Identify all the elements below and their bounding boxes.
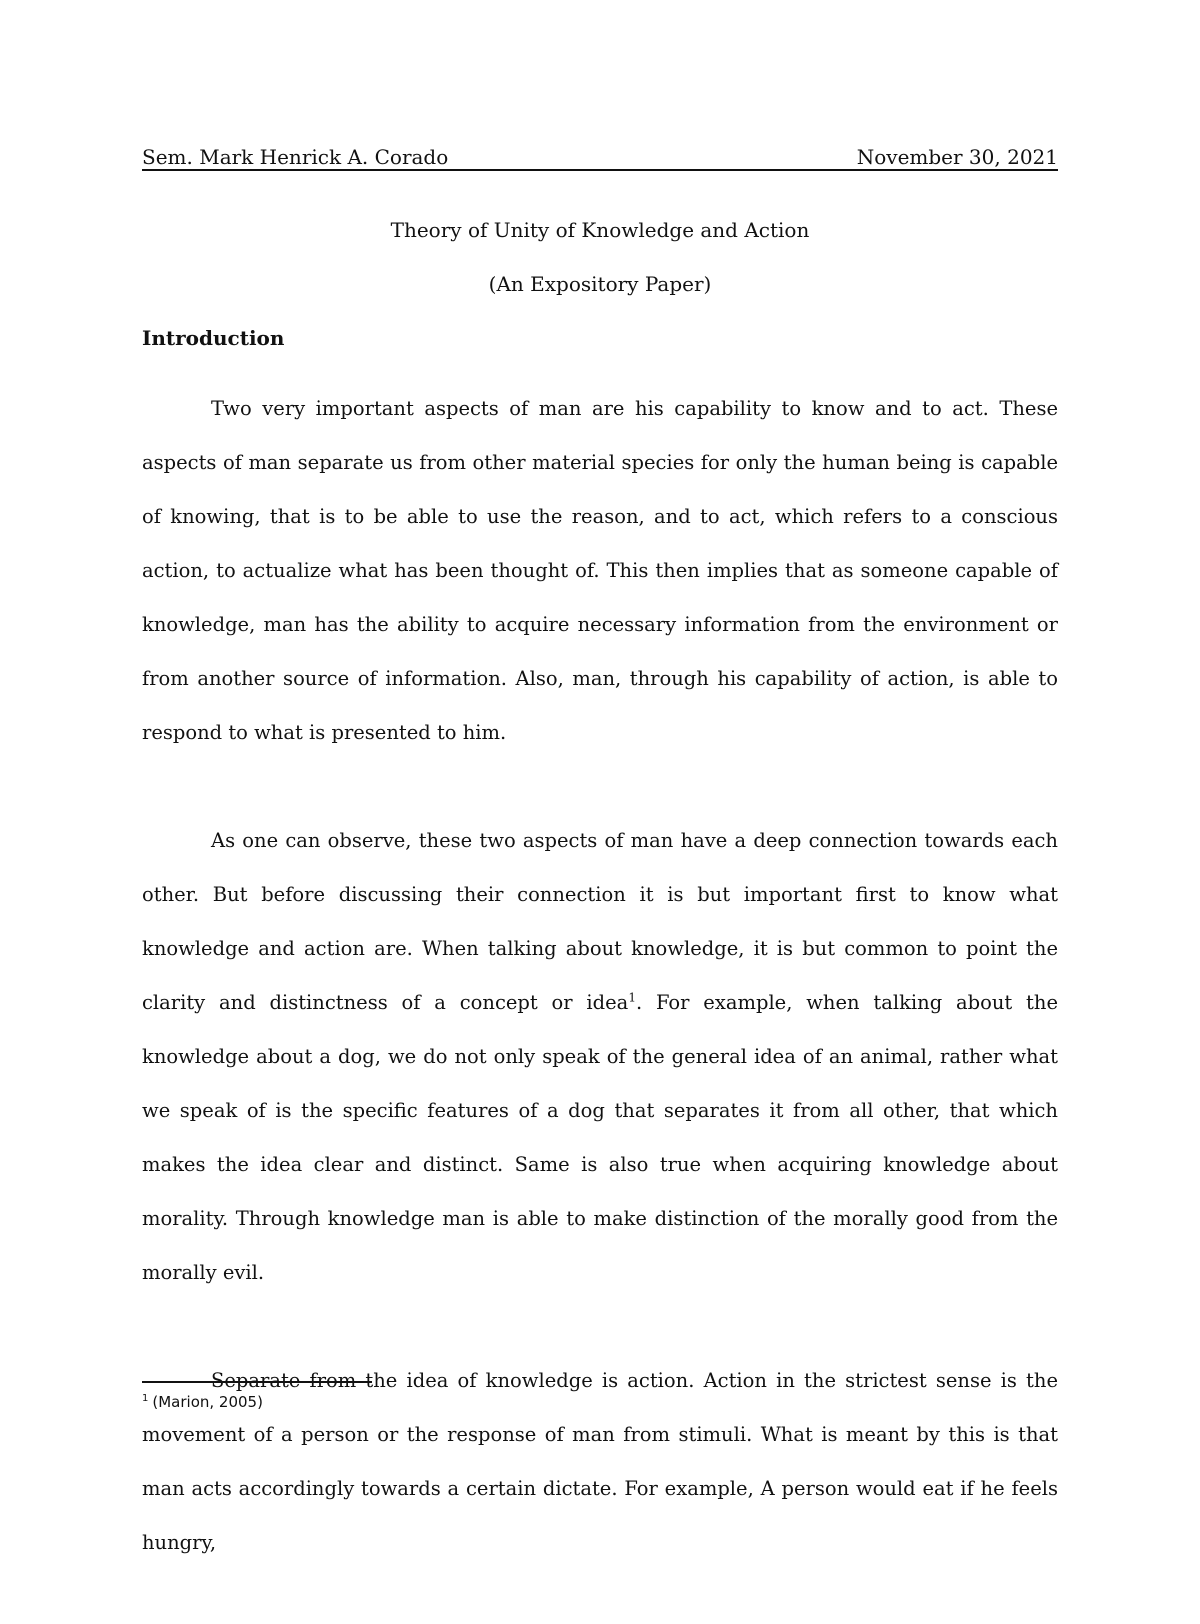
body-text [142, 382, 1058, 1624]
footnote-divider [142, 1381, 372, 1383]
paragraph-3: Separate from the idea of knowledge is action. Action in the strictest sense is the movement of a person or the response of man from stimuli. What is meant by this is that man acts accordingly towards a certain dictate. For example, A person would eat if he feels hungry, [142, 1369, 1058, 1554]
document-title: Theory of Unity of Knowledge and Action [390, 218, 810, 242]
document-subtitle: (An Expository Paper) [488, 272, 712, 296]
paragraph-2 [142, 814, 1058, 1300]
paragraph-2-text-after-note: . For example, when talking about the knowledge about a dog, we do not only speak of the general idea of an animal, rather what we speak of is the specific features of a dog that separates it from all other, that which makes the idea clear and distinct. Same is also true when acquiring knowledge about morality. Through knowledge man is able to make distinction of the morally good from the morally evil. [142, 991, 1058, 1284]
page-header [142, 144, 1058, 170]
document-date: November 30, 2021 [856, 145, 1058, 169]
paragraph-2-text-before-note: As one can observe, these two aspects of man have a deep connection towards each other. But before discussing their connection it is but important first to know what knowledge and action are. When talking about knowledge, it is but common to point the clarity and distinctness of a concept or idea [142, 829, 1058, 1014]
section-heading-introduction: Introduction [142, 326, 285, 350]
footnote-reference: 1 [628, 990, 636, 1005]
footnote-mark: 1 [142, 1393, 149, 1404]
paragraph-1: Two very important aspects of man are his capability to know and to act. These aspects of man separate us from other material species for only the human being is capable of knowing, that is to be able to use the reason, and to act, which refers to a conscious action, to actualize what has been thought of. This then implies that as someone capable of knowledge, man has the ability to acquire necessary information from the environment or from another source of information. Also, man, through his capability of action, is able to respond to what is presented to him. [142, 397, 1058, 744]
author-name: Sem. Mark Henrick A. Corado [142, 145, 449, 169]
header-divider [142, 169, 1058, 171]
footnote-text: (Marion, 2005) [152, 1393, 263, 1411]
footnote [142, 1391, 263, 1413]
